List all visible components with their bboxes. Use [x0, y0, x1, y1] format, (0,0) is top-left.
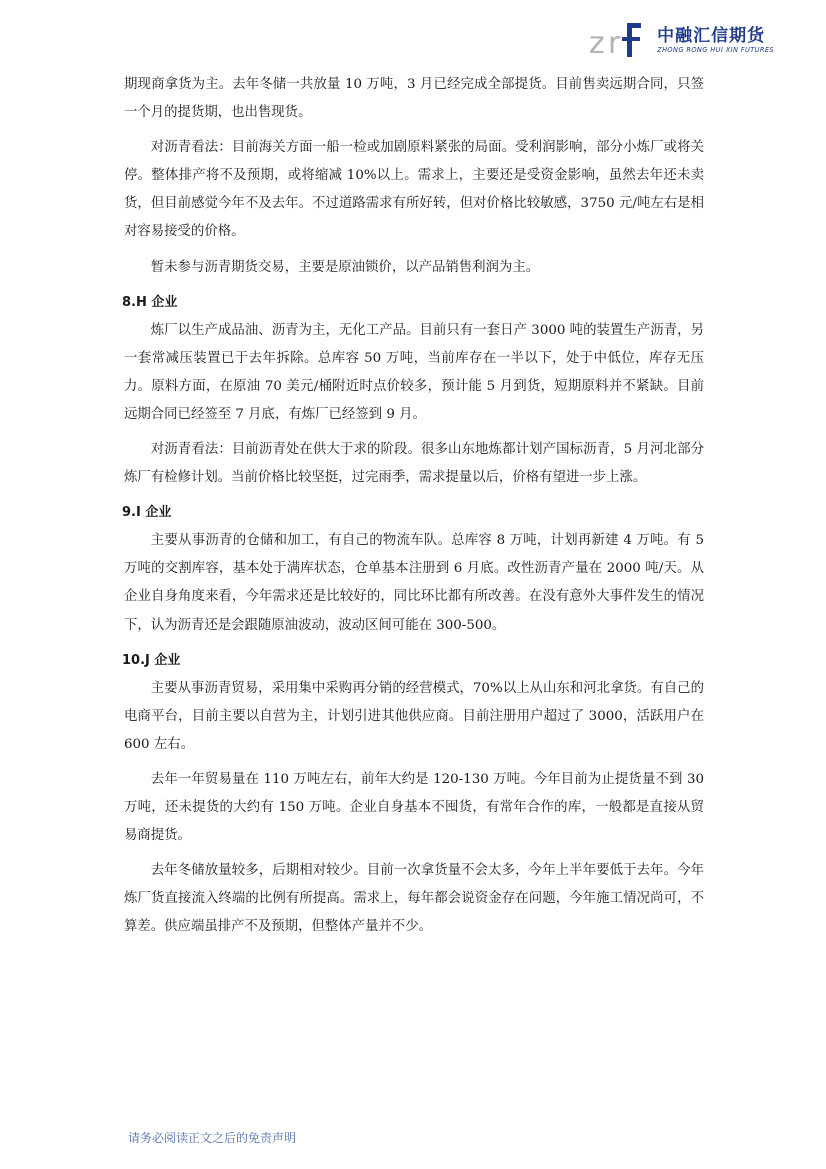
- section-heading-i: 9.I 企业: [122, 505, 172, 521]
- paragraph: 暂未参与沥青期货交易，主要是原油锁价，以产品销售利润为主。: [150, 259, 540, 275]
- page-header: [0, 0, 826, 70]
- logo-name-en: ZHONG RONG HUI XIN FUTURES: [657, 45, 774, 54]
- zrf-logo-icon: [589, 20, 653, 60]
- paragraph: 对沥青看法：目前海关方面一船一检或加剧原料紧张的局面。受利润影响，部分小炼厂或将关停。整体排产将不及预期，或将缩减 10%以上。需求上，主要还是受资金影响，虽然去年还未卖货，但目前感觉今年不及去年。不过道路需求有所好转，但对价格比较敏感，3750 元/吨左右是相对容易接受的价格。: [124, 140, 704, 240]
- footer-disclaimer: 请务必阅读正文之后的免责声明: [128, 1131, 297, 1145]
- paragraph: 对沥青看法：目前沥青处在供大于求的阶段。很多山东地炼都计划产国标沥青，5 月河北部分炼厂有检修计划。当前价格比较坚挺，过完雨季，需求提量以后，价格有望进一步上涨。: [124, 442, 704, 486]
- company-logo: [589, 20, 774, 60]
- paragraph: 去年一年贸易量在 110 万吨左右，前年大约是 120-130 万吨。今年目前为止提货量不到 30 万吨，还未提货的大约有 150 万吨。企业自身基本不囤货，有常年合作的库，一般都是直接从贸易商提货。: [124, 771, 704, 844]
- svg-text:r: r: [608, 26, 621, 60]
- report-body: [124, 71, 704, 948]
- paragraph: 主要从事沥青贸易，采用集中采购再分销的经营模式，70%以上从山东和河北拿货。有自己的电商平台，目前主要以自营为主，计划引进其他供应商。目前注册用户超过了 3000，活跃用户在 600 左右。: [124, 680, 704, 752]
- paragraph: 去年冬储放量较多，后期相对较少。目前一次拿货量不会太多，今年上半年要低于去年。今年炼厂货直接流入终端的比例有所提高。需求上，每年都会说资金存在问题，今年施工情况尚可，不算差。供应端虽排产不及预期，但整体产量并不少。: [124, 863, 704, 935]
- logo-name-cn: 中融汇信期货: [657, 25, 766, 46]
- paragraph: 主要从事沥青的仓储和加工，有自己的物流车队。总库容 8 万吨，计划再新建 4 万吨。有 5 万吨的交割库容，基本处于满库状态，仓单基本注册到 6 月底。改性沥青产量在 2000 吨/天。从企业自身角度来看，今年需求还是比较好的，同比环比都有所改善。在没有意外大事件发生的情况下，认为沥青还是会跟随原油波动，波动区间可能在 300-500。: [124, 533, 704, 633]
- svg-text:z: z: [589, 26, 605, 60]
- paragraph: 炼厂以生产成品油、沥青为主，无化工产品。目前只有一套日产 3000 吨的装置生产沥青，另一套常减压装置已于去年拆除。总库容 50 万吨，当前库存在一半以下，处于中低位，库存无压力。原料方面，在原油 70 美元/桶附近时点价较多，预计能 5 月到货，短期原料并不紧缺。目前远期合同已经签至 7 月底，有炼厂已经签到 9 月。: [124, 322, 704, 422]
- section-heading-h: 8.H 企业: [122, 294, 178, 310]
- section-heading-j: 10.J 企业: [122, 652, 181, 668]
- paragraph: 期现商拿货为主。去年冬储一共放量 10 万吨，3 月已经完成全部提货。目前售卖远期合同，只签一个月的提货期，也出售现货。: [124, 77, 704, 121]
